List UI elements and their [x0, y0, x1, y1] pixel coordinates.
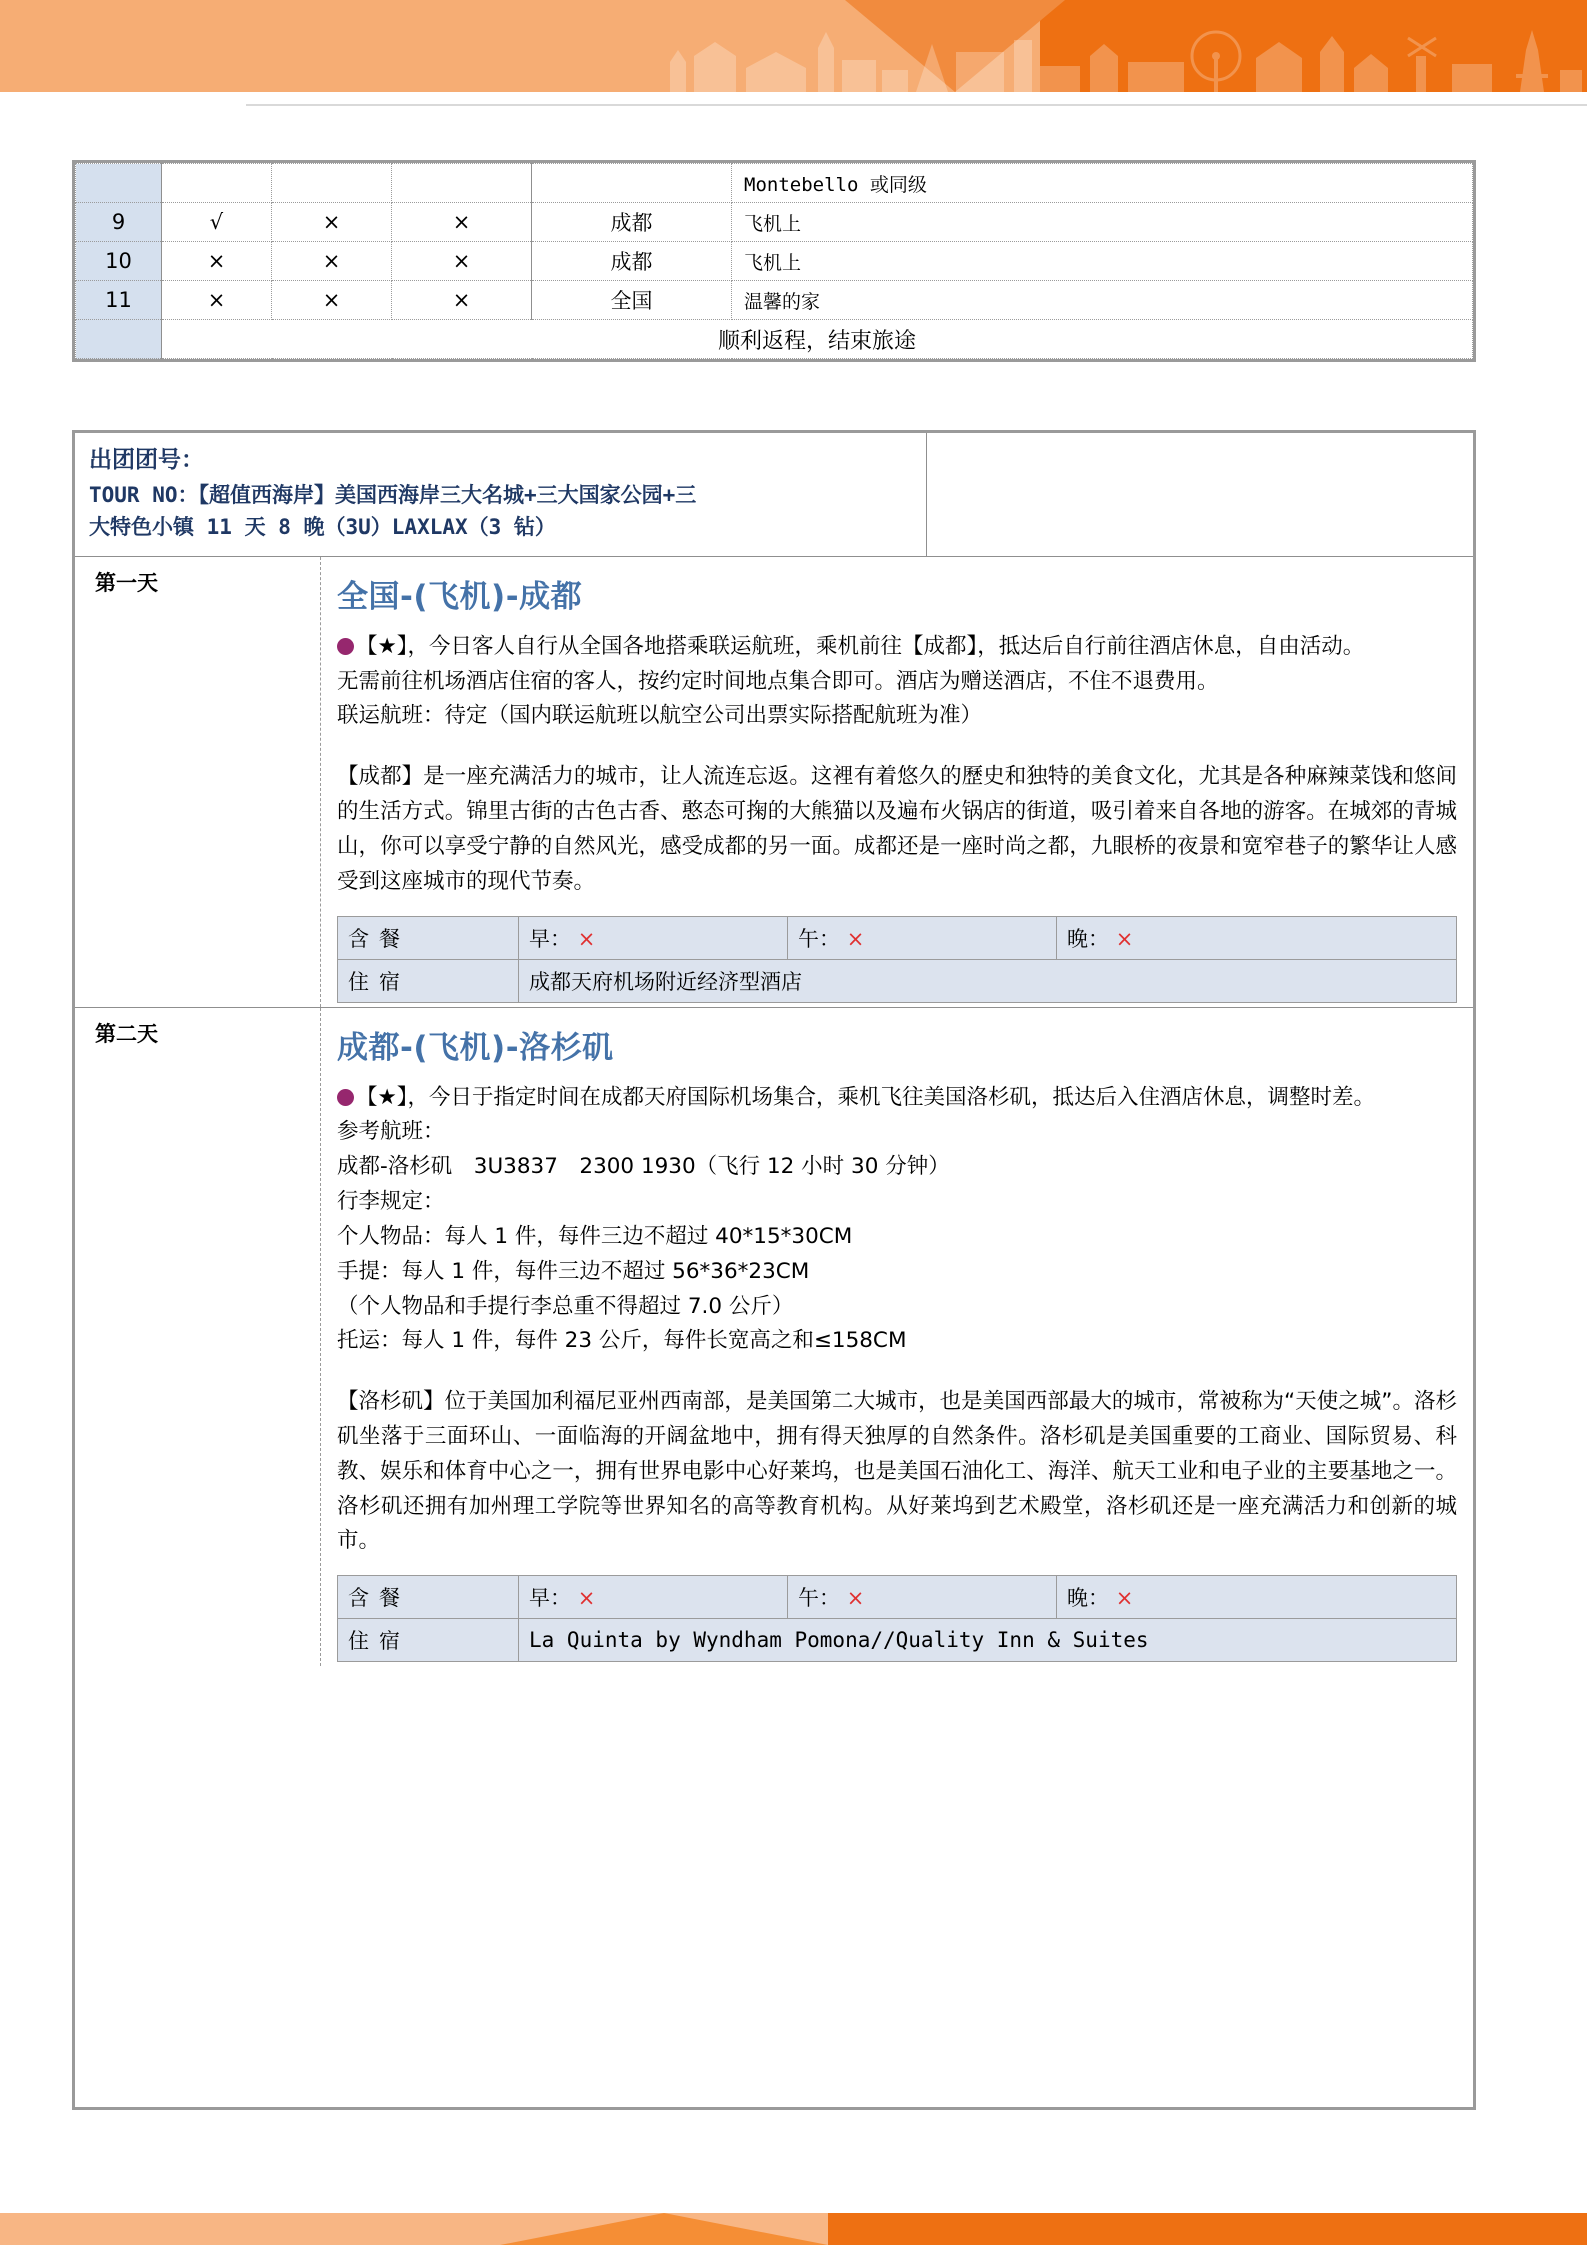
day-label-1: 第一天	[75, 557, 321, 1007]
day-body-2	[321, 1008, 1473, 1667]
tour-number-header	[75, 433, 1473, 557]
closing-spacer-cell	[76, 320, 162, 359]
day-1-dinner-label: 晚：	[1067, 926, 1109, 951]
tour-number-label: 出团团号：	[89, 447, 204, 473]
tour-number-header-blank	[927, 433, 1473, 556]
day-1-dinner-value: ×	[1115, 926, 1134, 951]
meal-dinner-cell	[392, 164, 532, 203]
meal-lunch-cell: ×	[272, 281, 392, 320]
city-cell: 全国	[532, 281, 732, 320]
meal-breakfast-cell: ×	[162, 281, 272, 320]
day-number-cell: 9	[76, 203, 162, 242]
day-1-lodging-label: 住宿	[338, 959, 519, 1002]
page-header-banner	[0, 0, 1587, 92]
day-2-dinner-value: ×	[1115, 1586, 1134, 1611]
bullet-dot-icon	[337, 638, 354, 655]
day-2-baggage-label: 行李规定：	[337, 1189, 445, 1215]
day-1-lodging-row	[338, 959, 1457, 1002]
meal-lunch-cell: ×	[272, 203, 392, 242]
hotel-cell: Montebello 或同级	[732, 164, 1473, 203]
header-divider-rule	[246, 104, 1587, 106]
day-1-paragraph-3: 联运航班：待定（国内联运航班以航空公司出票实际搭配航班为准）	[337, 703, 983, 729]
schedule-table	[72, 160, 1476, 362]
day-2-dinner	[1057, 1576, 1457, 1619]
city-skyline-icon	[660, 22, 1587, 92]
table-row	[76, 164, 1473, 203]
day-number-cell	[76, 164, 162, 203]
meal-lunch-cell: ×	[272, 242, 392, 281]
day-2-baggage-personal: 个人物品：每人 1 件，每件三边不超过 40*15*30CM	[337, 1223, 853, 1249]
meal-breakfast-cell	[162, 164, 272, 203]
day-title-2: 成都-(飞机)-洛杉矶	[337, 1029, 614, 1066]
day-1-meals-row	[338, 916, 1457, 959]
meal-breakfast-cell: √	[162, 203, 272, 242]
day-row-1	[75, 557, 1473, 1007]
day-body-1	[321, 557, 1473, 1007]
day-2-lunch-label: 午：	[798, 1586, 840, 1611]
schedule-grid	[75, 163, 1473, 359]
day-2-meals-label: 含餐	[338, 1576, 519, 1619]
city-cell: 成都	[532, 242, 732, 281]
day-2-flights-label: 参考航班：	[337, 1119, 445, 1145]
meal-breakfast-cell: ×	[162, 242, 272, 281]
day-2-lodging-row	[338, 1619, 1457, 1662]
table-row-closing	[76, 320, 1473, 359]
day-1-meals-label: 含餐	[338, 916, 519, 959]
day-2-baggage-weight-note: （个人物品和手提行李总重不得超过 7.0 公斤）	[337, 1293, 794, 1319]
tour-number-line-2: TOUR NO：【超值西海岸】美国西海岸三大名城+三大国家公园+三	[89, 482, 697, 507]
day-2-lunch	[788, 1576, 1057, 1619]
table-row	[76, 203, 1473, 242]
day-1-lodging-value: 成都天府机场附近经济型酒店	[519, 959, 1457, 1002]
day-1-breakfast-label: 早：	[529, 926, 571, 951]
day-2-lodging-value: La Quinta by Wyndham Pomona//Quality Inn & Suites	[519, 1619, 1457, 1662]
day-2-paragraph-1	[337, 1081, 1457, 1116]
closing-note: 顺利返程，结束旅途	[162, 320, 1473, 359]
day-1-lunch-label: 午：	[798, 926, 840, 951]
hotel-cell: 温馨的家	[732, 281, 1473, 320]
footer-triangle-wedge	[500, 2213, 828, 2245]
tour-number-line-3: 大特色小镇 11 天 8 晚（3U）LAXLAX（3 钻）	[89, 515, 556, 540]
day-1-paragraph-1	[337, 630, 1457, 665]
day-row-2	[75, 1007, 1473, 1667]
table-row	[76, 242, 1473, 281]
day-2-breakfast	[519, 1576, 788, 1619]
day-1-paragraph-1-text: 【★】，今日客人自行从全国各地搭乘联运航班，乘机前往【成都】，抵达后自行前往酒店休息，自由活动。	[356, 633, 1365, 659]
day-number-cell: 10	[76, 242, 162, 281]
day-1-breakfast	[519, 916, 788, 959]
day-2-baggage-checked: 托运：每人 1 件，每件 23 公斤，每件长宽高之和≤158CM	[337, 1328, 907, 1354]
day-2-dinner-label: 晚：	[1067, 1586, 1109, 1611]
day-1-paragraph-2: 无需前往机场酒店住宿的客人，按约定时间地点集合即可。酒店为赠送酒店，不住不退费用。	[337, 668, 1219, 694]
hotel-cell: 飞机上	[732, 242, 1473, 281]
day-2-city-description: 【洛杉矶】位于美国加利福尼亚州西南部，是美国第二大城市，也是美国西部最大的城市，常被称为“天使之城”。洛杉矶坐落于三面环山、一面临海的开阔盆地中，拥有得天独厚的自然条件。洛杉矶是美国重要的工商业、国际贸易、科教、娱乐和体育中心之一，拥有世界电影中心好莱坞，也是美国石油化工、海洋、航天工业和电子业的主要基地之一。洛杉矶还拥有加州理工学院等世界知名的高等教育机构。从好莱坞到艺术殿堂，洛杉矶还是一座充满活力和创新的城市。	[337, 1389, 1457, 1554]
day-2-breakfast-value: ×	[577, 1586, 596, 1611]
day-2-breakfast-label: 早：	[529, 1586, 571, 1611]
city-cell	[532, 164, 732, 203]
bullet-dot-icon	[337, 1089, 354, 1106]
day-1-dinner	[1057, 916, 1457, 959]
page-footer-banner	[0, 2213, 1587, 2245]
city-cell: 成都	[532, 203, 732, 242]
meal-lunch-cell	[272, 164, 392, 203]
meal-dinner-cell: ×	[392, 281, 532, 320]
day-2-baggage-carryon: 手提：每人 1 件，每件三边不超过 56*36*23CM	[337, 1258, 810, 1284]
day-1-breakfast-value: ×	[577, 926, 596, 951]
day-1-meals-lodging-table	[337, 916, 1457, 1003]
tour-number-header-text	[75, 433, 927, 556]
day-2-meals-row	[338, 1576, 1457, 1619]
day-1-lunch-value: ×	[846, 926, 865, 951]
day-2-meals-lodging-table	[337, 1575, 1457, 1662]
itinerary-table	[72, 430, 1476, 2110]
day-2-paragraph-1-text: 【★】，今日于指定时间在成都天府国际机场集合，乘机飞往美国洛杉矶，抵达后入住酒店休息，调整时差。	[356, 1084, 1376, 1110]
day-2-lunch-value: ×	[846, 1586, 865, 1611]
meal-dinner-cell: ×	[392, 203, 532, 242]
day-title-1: 全国-(飞机)-成都	[337, 578, 583, 615]
day-2-lodging-label: 住宿	[338, 1619, 519, 1662]
meal-dinner-cell: ×	[392, 242, 532, 281]
day-1-lunch	[788, 916, 1057, 959]
day-2-flight-detail: 成都-洛杉矶 3U3837 2300 1930（飞行 12 小时 30 分钟）	[337, 1154, 950, 1180]
footer-band-dark	[828, 2213, 1587, 2245]
hotel-cell: 飞机上	[732, 203, 1473, 242]
day-1-paragraph-4: 【成都】是一座充满活力的城市，让人流连忘返。这裡有着悠久的歷史和独特的美食文化，尤其是各种麻辣菜饯和悠间的生活方式。锦里古街的古色古香、憨态可掬的大熊猫以及遍布火锅店的街道，吸引着来自各地的游客。在城郊的青城山，你可以享受宁静的自然风光，感受成都的另一面。成都还是一座时尚之都，九眼桥的夜景和宽窄巷子的繁华让人感受到这座城市的现代节奏。	[337, 764, 1457, 894]
day-number-cell: 11	[76, 281, 162, 320]
day-label-2: 第二天	[75, 1008, 321, 1667]
table-row	[76, 281, 1473, 320]
